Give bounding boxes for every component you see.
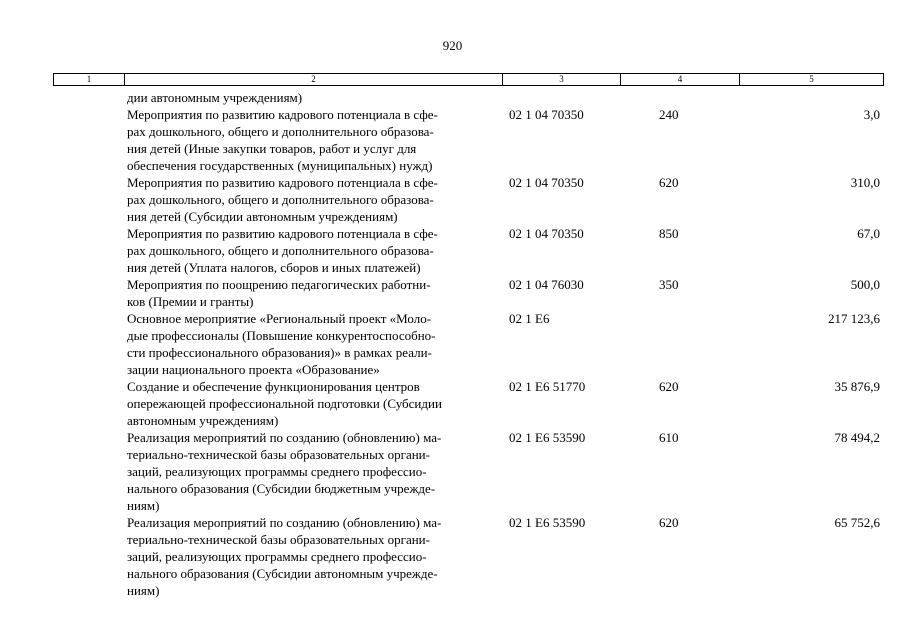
column-header-4: 4 [620, 74, 739, 85]
row-type-cell: 610 [659, 430, 679, 445]
row-amount-cell: 67,0 [857, 226, 880, 241]
row-index-cell [53, 378, 127, 429]
page-number: 920 [442, 38, 463, 53]
column-header-3: 3 [502, 74, 620, 85]
row-name-cell: дии автономным учреждениям) [127, 90, 303, 105]
table-row [53, 225, 882, 276]
row-code-cell: 02 1 04 76030 [509, 277, 584, 292]
row-amount-cell: 78 494,2 [834, 430, 880, 445]
row-code-cell: 02 1 E6 53590 [509, 515, 586, 530]
row-name-cell: Основное мероприятие «Региональный проект «Моло- дые профессионалы (Повышение конкурентоспособно- сти профессионального образования)» в рамках реали- зации национального проекта «Образование» [127, 311, 436, 377]
table-row [53, 276, 882, 310]
row-index-cell [53, 89, 127, 106]
row-index-cell [53, 174, 127, 225]
row-amount-cell: 500,0 [850, 277, 880, 292]
table-row [53, 514, 882, 599]
row-amount-cell: 35 876,9 [834, 379, 880, 394]
table-row [53, 174, 882, 225]
row-index-cell [53, 429, 127, 514]
row-name-cell: Создание и обеспечение функционирования центров опережающей профессиональной подготовки (Субсидии автономным учреждениям) [127, 379, 442, 428]
row-amount-cell [729, 89, 882, 106]
row-amount-cell: 310,0 [850, 175, 880, 190]
column-header-2: 2 [124, 74, 502, 85]
row-code-cell: 02 1 04 70350 [509, 175, 584, 190]
row-index-cell [53, 310, 127, 378]
column-header-5: 5 [739, 74, 883, 85]
table-row [53, 89, 882, 106]
table-row [53, 106, 882, 174]
table-header [53, 73, 884, 86]
row-code-cell: 02 1 E6 [509, 311, 550, 326]
row-name-cell: Мероприятия по развитию кадрового потенциала в сфе- рах дошкольного, общего и дополнительного образова- ния детей (Субсидии автономным учреждениям) [127, 175, 438, 224]
row-index-cell [53, 225, 127, 276]
row-amount-cell: 217 123,6 [828, 311, 880, 326]
row-index-cell [53, 106, 127, 174]
row-code-cell: 02 1 04 70350 [509, 107, 584, 122]
table-row [53, 310, 882, 378]
column-header-1: 1 [86, 74, 92, 84]
row-amount-cell: 65 752,6 [834, 515, 880, 530]
table-row [53, 378, 882, 429]
row-type-cell [621, 310, 729, 378]
row-index-cell [53, 514, 127, 599]
row-name-cell: Реализация мероприятий по созданию (обновлению) ма- териально-технической базы образовательных органи- заций, реализующих программы среднего профессио- нального образования (Субсидии автономным учрежде- ниям) [127, 515, 442, 598]
row-type-cell: 350 [659, 277, 679, 292]
row-name-cell: Мероприятия по развитию кадрового потенциала в сфе- рах дошкольного, общего и дополнительного образова- ния детей (Уплата налогов, сборов и иных платежей) [127, 226, 438, 275]
row-type-cell [621, 89, 729, 106]
row-code-cell: 02 1 04 70350 [509, 226, 584, 241]
row-name-cell: Реализация мероприятий по созданию (обновлению) ма- териально-технической базы образовательных органи- заций, реализующих программы среднего профессио- нального образования (Субсидии бюджетным учрежде- ниям) [127, 430, 442, 513]
row-type-cell: 620 [659, 175, 679, 190]
row-type-cell: 850 [659, 226, 679, 241]
row-type-cell: 620 [659, 379, 679, 394]
row-code-cell: 02 1 E6 53590 [509, 430, 586, 445]
row-amount-cell: 3,0 [863, 107, 880, 122]
row-name-cell: Мероприятия по поощрению педагогических работни- ков (Премии и гранты) [127, 277, 431, 309]
table-body [53, 89, 882, 599]
row-code-cell [503, 89, 621, 106]
row-index-cell [53, 276, 127, 310]
row-name-cell: Мероприятия по развитию кадрового потенциала в сфе- рах дошкольного, общего и дополнительного образова- ния детей (Иные закупки товаров, работ и услуг для обеспечения государственных (муниципальных) нужд) [127, 107, 438, 173]
row-type-cell: 240 [659, 107, 679, 122]
table-row [53, 429, 882, 514]
row-code-cell: 02 1 E6 51770 [509, 379, 586, 394]
row-type-cell: 620 [659, 515, 679, 530]
